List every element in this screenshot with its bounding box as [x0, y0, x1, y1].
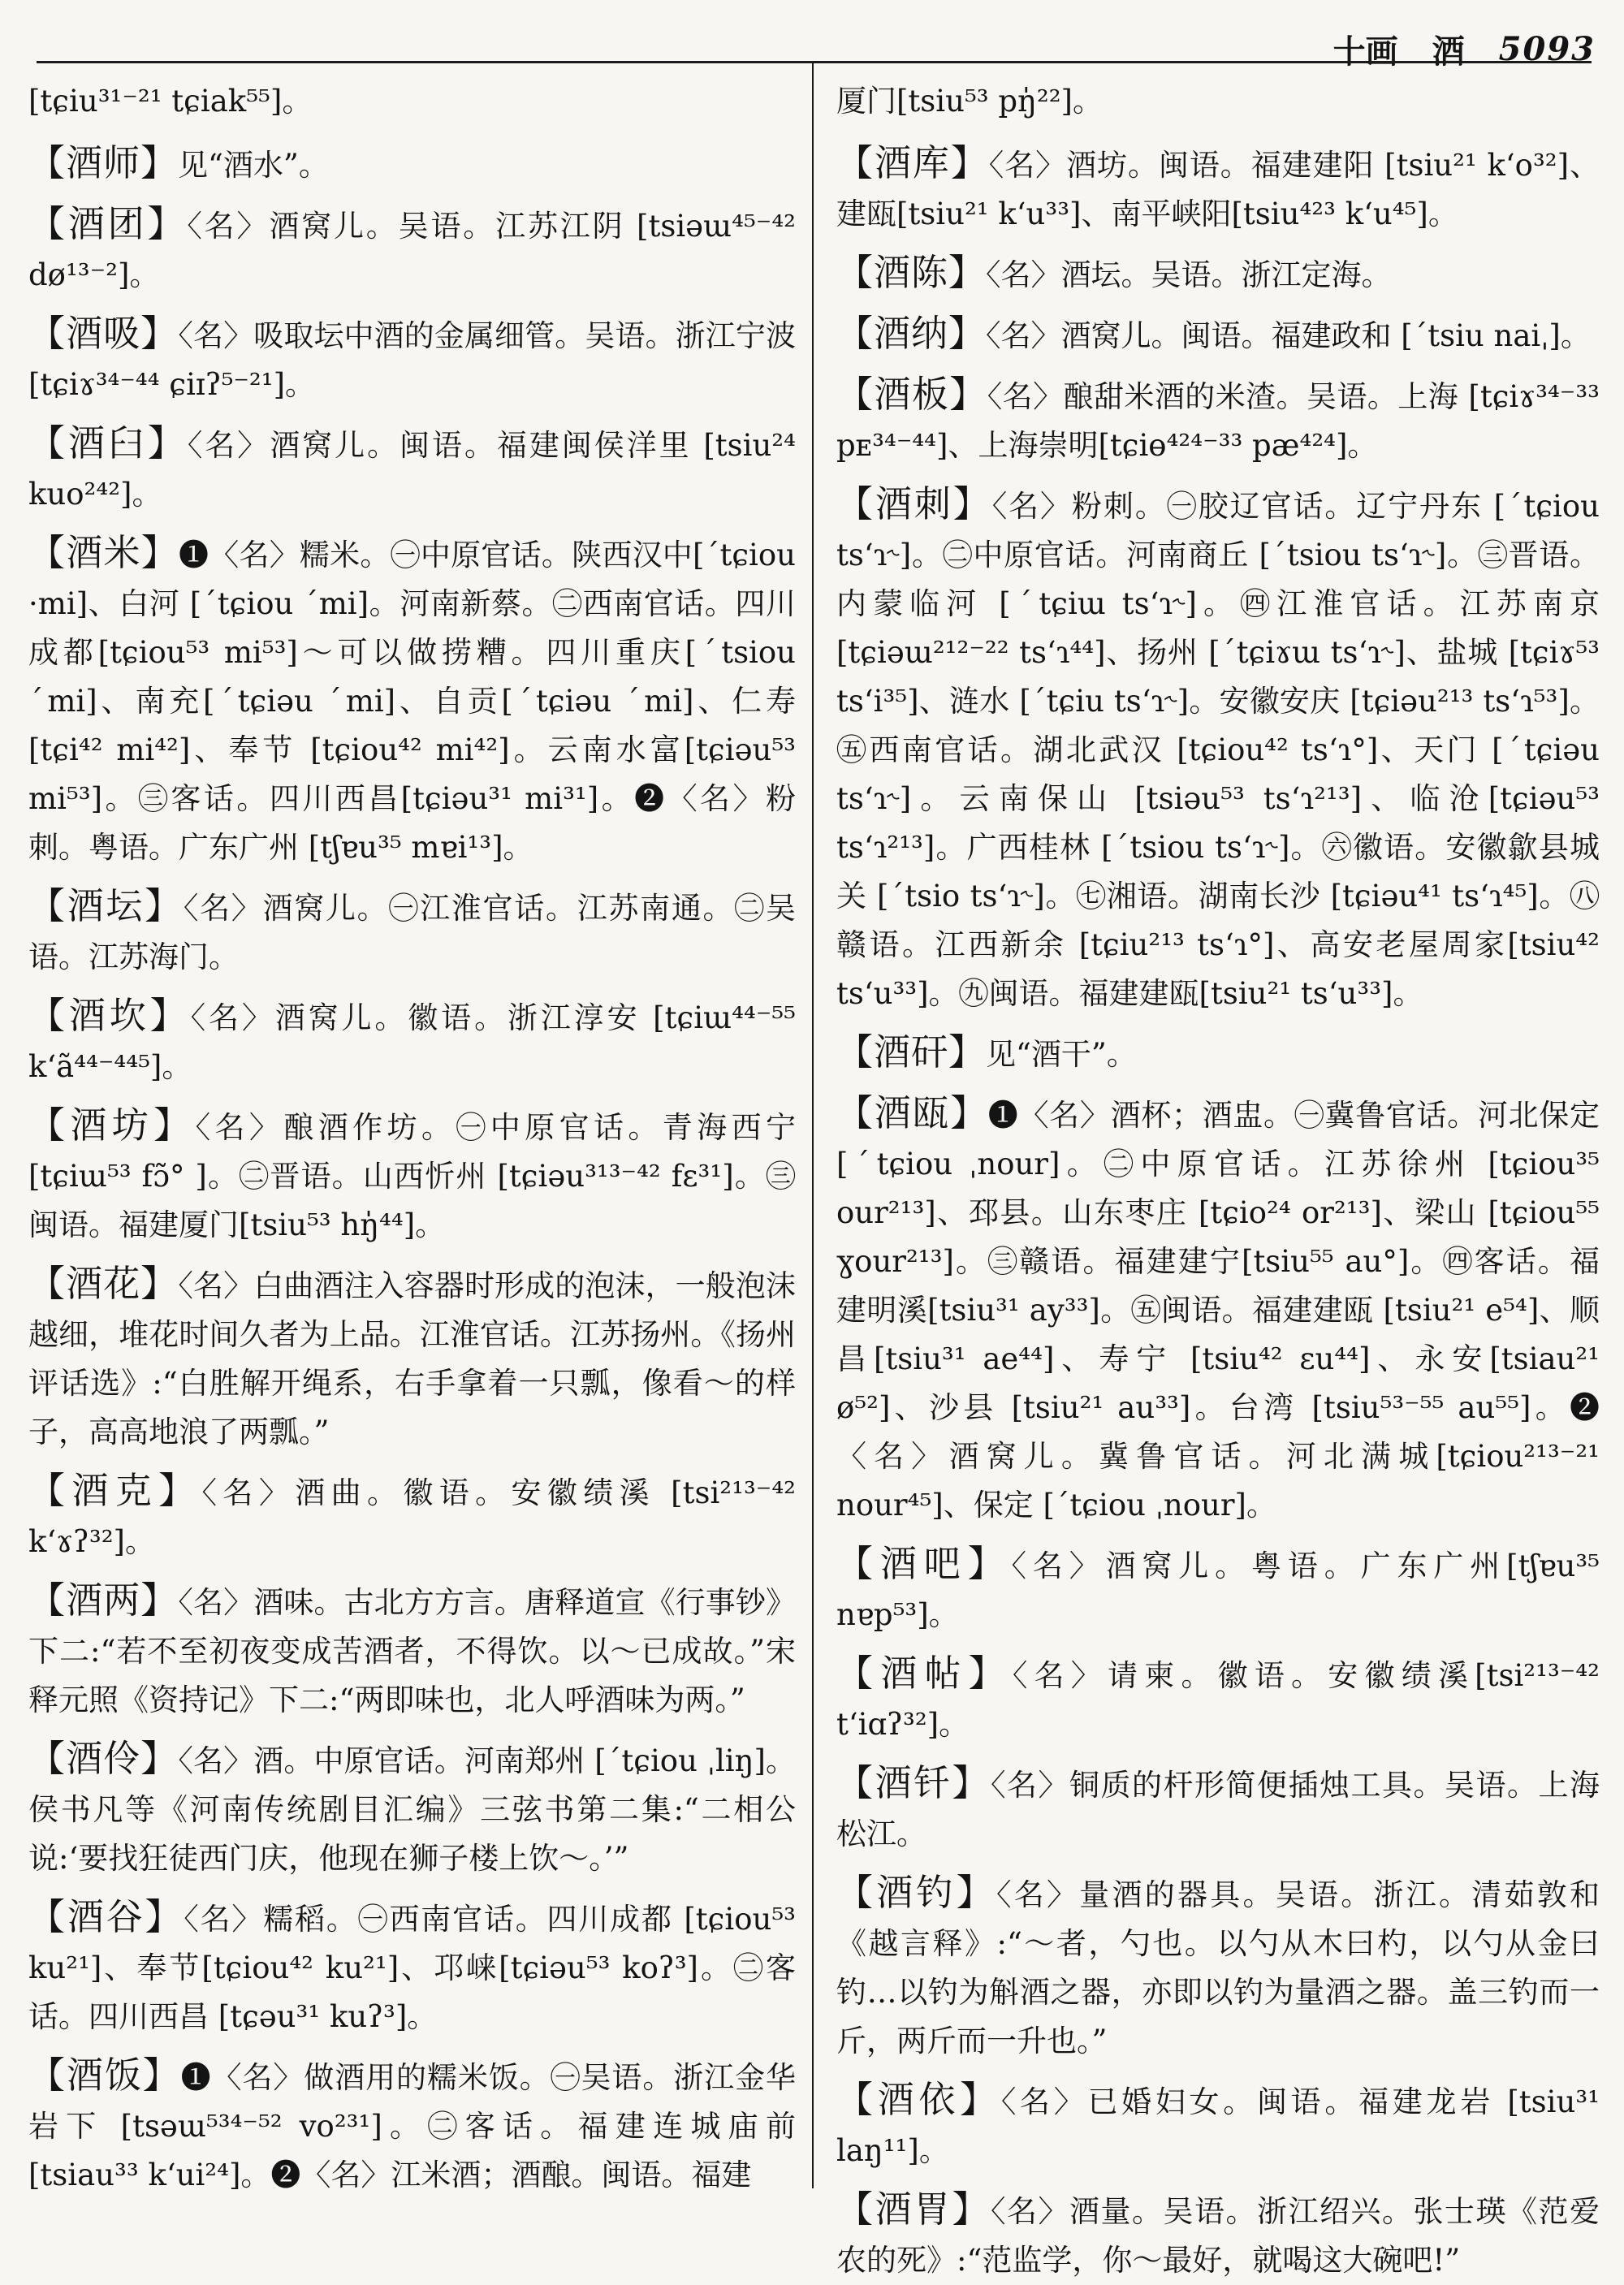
continuation-text: 厦门[tsiu⁵³ pŋ̍²²]。: [836, 84, 1103, 119]
entry-definition: 〈名〉铜质的杆形简便插烛工具。吴语。上海松江。: [836, 1768, 1600, 1851]
dictionary-entry: [836, 1868, 1600, 2066]
dictionary-entry: [836, 1759, 1600, 1859]
left-entry-list: [28, 139, 796, 2200]
entry-definition: 〈名〉酒味。古北方方言。唐释道宣《行事钞》下二:“若不至初夜变成苦酒者，不得饮。以～已成故。”宋释元照《资持记》下二:“两即味也，北人呼酒味为两。”: [28, 1585, 796, 1717]
page-number: 5093: [1498, 29, 1596, 68]
dictionary-entry: [28, 139, 796, 190]
dictionary-entry: [28, 1576, 796, 1725]
left-column: [28, 77, 796, 2192]
entry-headword: 【酒板】: [836, 373, 987, 416]
entry-definition: ❶〈名〉糯米。㊀中原官话。陕西汉中[ˊtɕiou ·mi]、白河 [ˊtɕiou ˊmi]。河南新蔡。㊁西南官话。四川成都[tɕiou⁵³ mi⁵³]～可以做捞糟。四川重庆[ˊtsiou ˊmi]、南充[ˊtɕiəu ˊmi]、自贡[ˊtɕiəu ˊmi]、仁寿 [tɕi⁴² mi⁴²]、奉节 [tɕiou⁴² mi⁴²]。云南水富[tɕiəu⁵³ mi⁵³]。㊂客话。四川西昌[tɕiəu³¹ mi³¹]。❷〈名〉粉刺。粤语。广东广州 [tʃɐu³⁵ mɐi¹³]。: [28, 538, 796, 865]
dictionary-entry: [836, 2185, 1600, 2285]
right-entry-list: [836, 139, 1600, 2285]
dictionary-entry: [28, 1466, 796, 1566]
entry-definition: 〈名〉酒窝儿。闽语。福建政和 [ˊtsiu naiˌ]。: [986, 318, 1591, 353]
entry-headword: 【酒谷】: [28, 1895, 184, 1938]
continuation-text: [tɕiu³¹⁻²¹ tɕiak⁵⁵]。: [28, 84, 313, 119]
entry-headword: 【酒帖】: [836, 1652, 1013, 1695]
entry-headword: 【酒伶】: [28, 1737, 179, 1780]
entry-headword: 【酒饭】: [28, 2054, 181, 2097]
column-divider: [812, 61, 814, 2188]
dictionary-entry: [836, 370, 1600, 470]
dictionary-entry: [836, 1540, 1600, 1639]
entry-definition: 〈名〉白曲酒注入容器时形成的泡沫，一般泡沫越细，堆花时间久者为上品。江淮官话。江苏扬州。《扬州评话选》:“白胜解开绳系，右手拿着一只瓢，像看～的样子，高高地浪了两瓢。”: [28, 1268, 796, 1449]
entry-definition: ❶〈名〉酒杯；酒盅。㊀冀鲁官话。河北保定 [ˊtɕiou ˌnour]。㊁中原官话。江苏徐州 [tɕiou³⁵ our²¹³]、邳县。山东枣庄 [tɕio²⁴ or²¹³]、梁山 [tɕiou⁵⁵ ɣour²¹³]。㊂赣语。福建建宁[tsiu⁵⁵ au°]。㊃客话。福建明溪[tsiu³¹ ay³³]。㊄闽语。福建建瓯 [tsiu²¹ e⁵⁴]、顺昌[tsiu³¹ ae⁴⁴]、寿宁 [tsiu⁴² ɛu⁴⁴]、永安[tsiau²¹ ø⁵²]、沙县 [tsiu²¹ au³³]。台湾 [tsiu⁵³⁻⁵⁵ au⁵⁵]。❷〈名〉酒窝儿。冀鲁官话。河北满城[tɕiou²¹³⁻²¹ nour⁴⁵]、保定 [ˊtɕiou ˌnour]。: [836, 1098, 1600, 1523]
dictionary-entry: [28, 1259, 796, 1457]
dictionary-entry: [28, 882, 796, 982]
entry-headword: 【酒钎】: [836, 1761, 991, 1804]
entry-headword: 【酒坛】: [28, 884, 184, 927]
dictionary-entry: [28, 1101, 796, 1250]
dictionary-entry: [836, 248, 1600, 300]
entry-headword: 【酒两】: [28, 1579, 179, 1622]
dictionary-entry: [836, 480, 1600, 1018]
dictionary-entry: [28, 529, 796, 872]
dictionary-entry: [836, 1028, 1600, 1079]
entry-headword: 【酒库】: [836, 141, 989, 184]
entry-definition: 〈名〉酒坊。闽语。福建建阳 [tsiu²¹ kʻo³²]、建瓯[tsiu²¹ kʻu³³]、南平峡阳[tsiu⁴²³ kʻu⁴⁵]。: [836, 148, 1600, 231]
dictionary-entry: [28, 309, 796, 409]
entry-definition: 见“酒干”。: [986, 1037, 1137, 1072]
dictionary-entry: [836, 309, 1600, 361]
entry-definition: ❶〈名〉做酒用的糯米饭。㊀吴语。浙江金华岩下 [tsəɯ⁵³⁴⁻⁵² vo²³¹]。㊁客话。福建连城庙前 [tsiau³³ kʻui²⁴]。❷〈名〉江米酒；酒酿。闽语。福建: [28, 2060, 796, 2192]
entry-definition: 〈名〉糯稻。㊀西南官话。四川成都 [tɕiou⁵³ ku²¹]、奉节[tɕiou⁴² ku²¹]、邛崃[tɕiəu⁵³ koʔ³]。㊁客话。四川西昌 [tɕəu³¹ kuʔ³]。: [28, 1902, 796, 2034]
entry-definition: 〈名〉酒量。吴语。浙江绍兴。张士瑛《范爱农的死》:“范监学，你～最好，就喝这大碗吧!”: [836, 2194, 1600, 2278]
right-column: [836, 77, 1600, 2278]
entry-headword: 【酒刺】: [836, 482, 992, 525]
entry-definition: 〈名〉酒窝儿。闽语。福建闽侯洋里 [tsiu²⁴ kuo²⁴²]。: [28, 428, 796, 512]
entry-definition: 〈名〉酒坛。吴语。浙江定海。: [986, 257, 1392, 292]
entry-headword: 【酒钓】: [836, 1871, 996, 1914]
dictionary-entry: [836, 1089, 1600, 1530]
entry-headword: 【酒依】: [836, 2078, 1001, 2121]
entry-headword: 【酒纳】: [836, 312, 987, 355]
entry-definition: 〈名〉已婚妇女。闽语。福建龙岩 [tsiu³¹ laŋ¹¹]。: [836, 2084, 1600, 2168]
entry-headword: 【酒米】: [28, 531, 179, 574]
entry-headword: 【酒团】: [28, 202, 188, 245]
entry-headword: 【酒矸】: [836, 1030, 987, 1073]
entry-definition: 〈名〉酒曲。徽语。安徽绩溪 [tsi²¹³⁻⁴² kʻɤʔ³²]。: [28, 1475, 796, 1559]
entry-headword: 【酒胃】: [836, 2188, 991, 2231]
entry-definition: 〈名〉酒窝儿。徽语。浙江淳安 [tɕiɯ⁴⁴⁻⁵⁵ kʻã⁴⁴⁻⁴⁴⁵]。: [28, 1000, 796, 1084]
dictionary-entry: [28, 419, 796, 519]
dictionary-entry: [28, 200, 796, 300]
entry-headword: 【酒瓯】: [836, 1091, 988, 1134]
dictionary-entry: [836, 139, 1600, 239]
entry-headword: 【酒臼】: [28, 421, 188, 464]
dictionary-entry: [28, 1893, 796, 2041]
dictionary-entry: [28, 991, 796, 1091]
entry-definition: 〈名〉粉刺。㊀胶辽官话。辽宁丹东 [ˊtɕiou tsʻɿ˞]。㊁中原官话。河南商丘 [ˊtsiou tsʻɿ˞]。㊂晋语。内蒙临河 [ˊtɕiɯ tsʻɿ˞]。㊃江淮官话。江苏南京[tɕiəɯ²¹²⁻²² tsʻɿ⁴⁴]、扬州 [ˊtɕiɤɯ tsʻɿ˞]、盐城 [tɕiɤ⁵³ tsʻi³⁵]、涟水 [ˊtɕiu tsʻɿ˞]。安徽安庆 [tɕiəu²¹³ tsʻɿ⁵³]。㊄西南官话。湖北武汉 [tɕiou⁴² tsʻɿ°]、天门 [ˊtɕiəu tsʻɿ˞]。云南保山 [tsiəu⁵³ tsʻɿ²¹³]、临沧[tɕiəu⁵³ tsʻɿ²¹³]。广西桂林 [ˊtsiou tsʻɿ˞]。㊅徽语。安徽歙县城关 [ˊtsio tsʻɿ˞]。㊆湘语。湖南长沙 [tɕiəu⁴¹ tsʻɿ⁴⁵]。㊇赣语。江西新余 [tɕiu²¹³ tsʻɿ°]、高安老屋周家[tsiu⁴² tsʻu³³]。㊈闽语。福建建瓯[tsiu²¹ tsʻu³³]。: [836, 489, 1600, 1011]
entry-definition: 〈名〉吸取坛中酒的金属细管。吴语。浙江宁波 [tɕiɤ³⁴⁻⁴⁴ ɕiɪʔ⁵⁻²¹]。: [28, 318, 796, 402]
entry-headword: 【酒花】: [28, 1262, 179, 1305]
entry-definition: 〈名〉酒。中原官话。河南郑州 [ˊtɕiou ˌliŋ]。侯书凡等《河南传统剧目汇编》三弦书第二集:“二相公说:‘要找狂徒西门庆，他现在狮子楼上饮～。’”: [28, 1743, 796, 1876]
entry-definition: 〈名〉酿甜米酒的米渣。吴语。上海 [tɕiɤ³⁴⁻³³ pᴇ³⁴⁻⁴⁴]、上海崇明[tɕiɵ⁴²⁴⁻³³ pæ⁴²⁴]。: [836, 379, 1600, 463]
entry-definition: 〈名〉酿酒作坊。㊀中原官话。青海西宁[tɕiɯ⁵³ fɔ̃° ]。㊁晋语。山西忻州 [tɕiəu³¹³⁻⁴² fɛ³¹]。㊂闽语。福建厦门[tsiu⁵³ hŋ̍⁴⁴]。: [28, 1110, 796, 1242]
dictionary-entry: [836, 1649, 1600, 1749]
entry-headword: 【酒吸】: [28, 312, 179, 355]
section-label: 十画: [1332, 32, 1398, 71]
entry-headword: 【酒坊】: [28, 1104, 196, 1147]
dictionary-entry: [28, 2051, 796, 2200]
entry-headword: 【酒吧】: [836, 1542, 1012, 1585]
entry-headword: 【酒陈】: [836, 251, 987, 294]
entry-headword: 【酒克】: [28, 1469, 202, 1512]
entry-definition: 见“酒水”。: [178, 148, 329, 183]
entry-definition: 〈名〉酒窝儿。粤语。广东广州[tʃɐu³⁵ nɐp⁵³]。: [836, 1549, 1600, 1632]
header-character: 酒: [1432, 32, 1465, 71]
entry-definition: 〈名〉酒窝儿。吴语。江苏江阴 [tsiəɯ⁴⁵⁻⁴² dø¹³⁻²]。: [28, 209, 796, 292]
entry-headword: 【酒师】: [28, 141, 179, 184]
entry-definition: 〈名〉酒窝儿。㊀江淮官话。江苏南通。㊁吴语。江苏海门。: [28, 891, 796, 974]
entry-definition: 〈名〉请柬。徽语。安徽绩溪[tsi²¹³⁻⁴² tʻiɑʔ³²]。: [836, 1658, 1600, 1742]
dictionary-entry: [836, 2076, 1600, 2175]
entry-definition: 〈名〉量酒的器具。吴语。浙江。清茹敦和《越言释》:“～者，勺也。以勺从木曰杓，以勺从金曰钓…以钓为斛酒之器，亦即以钓为量酒之器。盖三钓而一斤，两斤而一升也。”: [836, 1877, 1600, 2058]
dictionary-entry: [28, 1734, 796, 1883]
page-header: [1311, 20, 1596, 77]
header-rule: [37, 61, 1592, 63]
entry-headword: 【酒坎】: [28, 994, 191, 1037]
